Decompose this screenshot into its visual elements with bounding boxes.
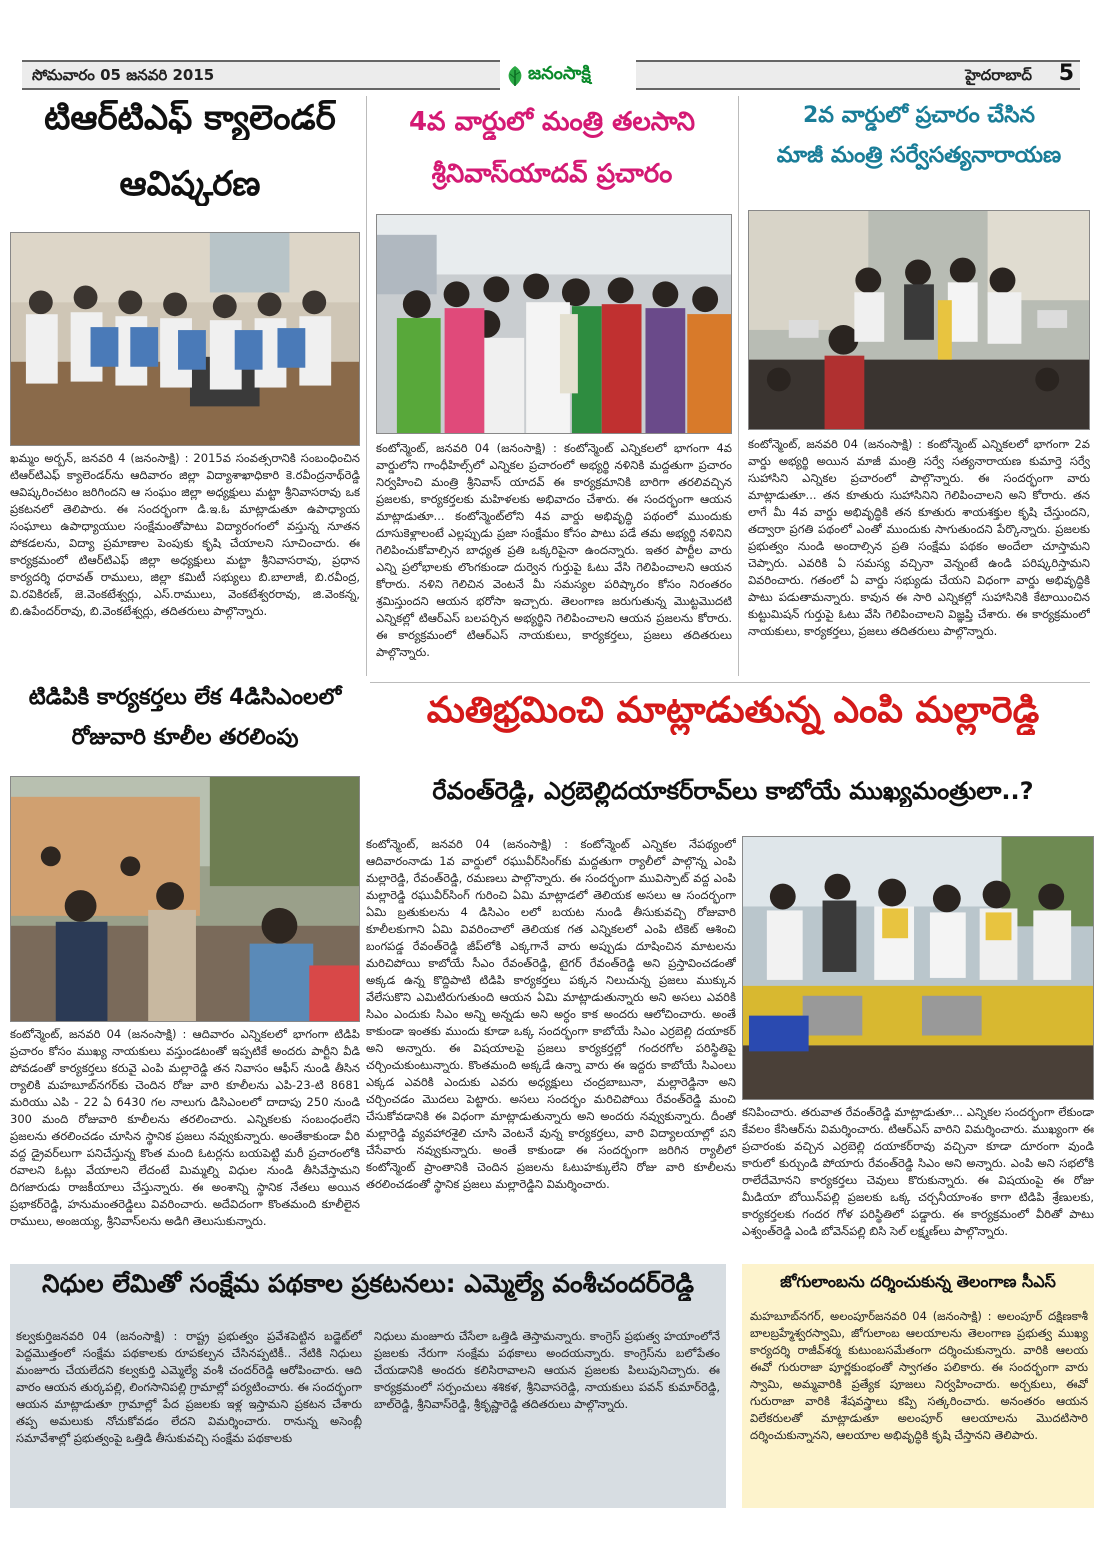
trtf-calendar-photo [10,232,360,446]
sarve-headline-line1: 2వ వార్డులో ప్రచారం చేసిన [803,103,1035,128]
trtf-body: ఖమ్మం అర్బన్, జనవరి 4 (జనంసాక్షి) : 2015వ సంవత్సరానికి సంబంధించిన టిఆర్‌టిఎఫ్ క్యాలెండర్‌ను ఆదివారం జిల్లా విద్యాశాఖాధికారి కె.రవీంద్రనాథ్‌రెడ్డి ఆవిష్కరించటం జరిగిందని ఆ సంఘం జిల్లా అధ్యక్షులు మట్టా శ్రీనివాసరావు ఒక ప్రకటనలో తెలిపారు. ఈ సందర్భంగా డి.ఇ.ఓ మాట్లాడుతూ ఉపాధ్యాయ సంఘాలు ఉపాధ్యాయుల సంక్షేమంతోపాటు విద్యారంగంలో వస్తున్న నూతన పోకడలను, విద్యా ప్రమాణాల పెంపుకు కృషి చేయాలని సూచించారు. ఈ కార్యక్రమంలో టిఆర్‌టిఎఫ్ జిల్లా అధ్యక్షులు మట్టా శ్రీనివాసరావు, ప్రధాన కార్యదర్శి ధరావత్ రాములు, జిల్లా కమిటీ సభ్యులు బి.బాలాజీ, బి.రవీంద్ర, వి.రవికిరణ్, జె.వెంకటేశ్వర్లు, ఎస్.రాములు, వెంకటేశ్వరరావు, జి.వెంకన్న, బి.ఉపేందర్‌రావు, బి.వెంకటేశ్వర్లు, తదితరులు పాల్గొన్నారు. [10,451,360,618]
talasani-campaign-photo [376,214,732,434]
edition-city: హైదరాబాద్ [965,66,1032,84]
tdp-headline-line2: రోజువారి కూలీల తరలింపు [71,725,299,750]
mallareddy-headline: మతిభ్రమించి మాట్లాడుతున్న ఎంపి మల్లారెడ్డి [426,690,1040,731]
tdp-headline-line1: టిడిపికి కార్యకర్తలు లేక 4డిసిఎంలలో [28,685,342,710]
jogulamba-headline: జోగులాంబను దర్శించుకున్న తెలంగాణ సీఎస్ [780,1272,1056,1291]
tdp-body: కంటోన్మెంట్, జనవరి 04 (జనంసాక్షి) : ఆదివారం ఎన్నికలలో భాగంగా టిడిపి ప్రచారం కోసం ముఖ్య నాయకులు వస్తుండటంతో ఇప్పటికే అందరు పార్టీని వీడి పోవడంతో కార్యకర్తలు కరువై ఎంపి మల్లారెడ్డి తన నివాసం ఆఫీస్ నుండి తీసిన ర్యాలికి మహబూబ్‌నగర్‌కు చెందిన రోజు వారి కూలీలను ఎపి-23-టి 8681 మరియు ఎపి - 22 ఏ 6430 గల నాలుగు డిసిఎంలలో దాదాపు 250 నుండి 300 మంది రోజువారి కూలీలను తరలించారు. ఎన్నికలకు సంబంధంలేని ప్రజలను తరలించడం చూసిన స్థానిక ప్రజలు నవ్వుకున్నారు. అంతేకాకుండా వీరి వద్ద డ్రైవర్‌లుగా పనిచేస్తున్న కొంత మంది ఓటర్లను బయపెట్టి మరీ ప్రచారంలోకి రవాలని ఓట్లు వేయాలని లేదంటే మిమ్మల్ని విధుల నుండి తీసివేస్తామని దిగజారుడు రాజకీయాలు చేస్తున్నారు. ఈ అంశాన్ని స్థానిక నేతలు అయిన ప్రభాకర్‌రెడ్డి, హనుమంతరెడ్డిలు వివరించారు. అదేవిదంగా కొంతమంది కూలీలైన రాములు, అంజయ్య, శ్రీనివాస్‌లను అడిగి తెలుసుకున్నారు. [10,1027,360,1228]
vamshichander-body-right: నిధులు మంజూరు చేసేలా ఒత్తిడి తెస్తామన్నారు. కాంగ్రెస్ ప్రభుత్వ హయాంలోనే ప్రజలకు నేరుగా సంక్షేమ పథకాలు అందయన్నారు. కాంగ్రెస్‌ను బలోపేతం చేయడానికి అందరు కలిసిరావాలని ఆయన ప్రజలకు పిలుపునిచ్చారు. ఈ కార్యక్రమంలో సర్పంచులు శశికళ, శ్రీనివాసరెడ్డి, నాయకులు పవన్ కుమార్‌రెడ్డి, బాల్‌రెడ్డి, శ్రీనివాస్‌రెడ్డి, శ్రీకృష్ణారెడ్డి తదితరులు పాల్గొన్నారు. [374,1329,720,1411]
mallareddy-body: కంటోన్మెంట్, జనవరి 04 (జనంసాక్షి) : కంటోన్మెంట్ ఎన్నికల నేపథ్యంలో ఆదివారంనాడు 1వ వార్డులో రఘువీర్‌సింగ్‌కు మద్దతుగా ర్యాలీలో పాల్గొన్న ఎంపి మల్లారెడ్డి, రేవంత్‌రెడ్డి, రమణలు పాల్గొన్నారు. ఈ సందర్భంగా మువిస్పాట్ వద్ద ఎంపి మల్లారెడ్డి రఘువీర్‌సింగ్ గురించి ఏమి మాట్లాడలో తెలియక అసలు ఆ సందర్భంగా ఏమి బ్రతుకులను 4 డిసిఎం లలో బయట నుండి తీసుకువచ్చి రోజువారి కూలీలకుగాని ఏమి వివరించాలో తెలియక గత ఎన్నికలలో ఎంపి టికెట్ ఆశించి బంగపడ్డ రేవంత్‌రెడ్డి జీప్‌లోకి ఎక్కగానే వారు అప్పుడు దూషించిన మాటలను మరిచిపోయి కాబోయే సీఎం రేవంత్‌రెడ్డి, టైగర్ రేవంత్‌రెడ్డి అని ప్రస్తావించడంతో అక్కడ ఉన్న కొద్దిపాటి టిడిపి కార్యకర్తలు పక్కన నిలుచున్న ప్రజలు ముక్కున వేలేసుకొని ఎమిటిరుగుతుంది ఆయన ఏమి మాట్లాడుతున్నారు అని అసలు ఎవరికి సిఎం ఎందుకు సిఎం అన్ని అన్నడు అని అర్ధం కాక అందరు ఆలోచించారు. అంతే కాకుండా ఇంతకు ముందు కూడా ఒక్క సందర్భంగా కాబోయే సిఎం ఎర్రబెల్లి దయాకర్ అని అన్నారు. ఈ విషయాలపై ప్రజలు కార్యకర్తల్లో గందరగోల పరిస్థితిపై చర్చించుకుంటున్నారు. కొంతమంది అక్కడే ఉన్నా వారు ఈ ఇద్దరు కాబోయే సిఎంలు ఎక్కడ ఎవరికి ఎందుకు ఎవరు అధ్యక్షులు చంద్రబాబునా, మల్లారెడ్డినా అని చర్చించడం మొదలు పెట్టారు. అసలు సందర్భం మరిచిపోయి రేవంత్‌రెడ్డి మంచి చేసుకోవడానికి ఈ విధంగా మాట్లాడుతున్నారు అని అందరు నవ్వుకున్నారు. దీంతో మల్లారెడ్డి వ్యవహారశైలి చూసి వెంటనే వున్న కార్యకర్తలు, వారి విద్యాలయాల్లో పని చేసేవారు నవ్వుకున్నారు. అంతే కాకుండా ఈ సందర్భంగా జరిగిన ర్యాలీలో కంటోన్మెంట్ ప్రాంతానికి చెందిన ప్రజలను ఓటుహక్కులేని రోజు వారి కూలీలను తరలించడంతో స్థానిక ప్రజలు మల్లారెడ్డిని విమర్శించారు. [366,837,736,1191]
talasani-headline-line2: శ్రీనివాస్‌యాదవ్ ప్రచారం [431,159,673,189]
vamshichander-body-left: కల్వకుర్తిజనవరి 04 (జనంసాక్షి) : రాష్ట్ర ప్రభుత్వం ప్రవేశపెట్టిన బడ్జెట్‌లో పెద్దమొత్తంలో సంక్షేమ పథకాలకు రూపకల్పన చేసినప్పటికీ.. నేటికి నిధులు మంజూరు చేయలేదని కల్వకుర్తి ఎమ్మెల్యే వంశీ చందర్‌రెడ్డి ఆరోపించారు. ఆది వారం ఆయన తుర్కపల్లి, లింగసానిపల్లి గ్రామాల్లో పర్యటించారు. ఈ సందర్భంగా ఆయన మాట్లాడుతూ గ్రామాల్లో పేద ప్రజలకు ఇళ్ల ఇస్తామని ప్రకటన చేశారు తప్ప అమలుకు నోచుకోవడం లేదని విమర్శించారు. రానున్న అసెంబ్లీ సమావేశాల్లో ప్రభుత్వంపై ఒత్తిడి తీసుకువచ్చి సంక్షేమ పథకాలకు [16,1329,362,1445]
column-divider [366,96,367,676]
page-number: 5 [1058,61,1074,86]
column-divider [738,96,739,676]
masthead [22,60,1080,90]
section-divider [370,682,1090,683]
sarve-headline-line2: మాజీ మంత్రి సర్వేసత్యనారాయణ [776,143,1062,168]
tdp-labourers-photo [10,776,360,1022]
newspaper-logo [500,58,636,96]
vamshichander-section [10,1264,726,1508]
trtf-headline-line2: ఆవిష్కరణ [119,164,261,204]
mallareddy-rally-photo [742,836,1094,1100]
leaf-icon [504,64,526,88]
logo-name: జనంసాక్షి [528,63,591,84]
sarve-body: కంటోన్మెంట్, జనవరి 04 (జనంసాక్షి) : కంటోన్మెంట్ ఎన్నికలలో భాగంగా 2వ వార్డు అభ్యర్థి అయిన మాజీ మంత్రి సర్వే సత్యనారాయణ కుమార్తె సర్వే సుహాసిని ఎన్నికల ప్రచారంలో పాల్గొన్నారు. ఈ సందర్భంగా వారు మాట్లాడుతూ... తన కూతురు సుహాసినిని గెలిపించాలని అని కోరారు. తన లాగే మీ 4వ వార్డు అభివృద్ధికి తన కూతురు శాయశక్తుల కృషి చేస్తుందని, తద్వారా ప్రగతి పథంలో ఎంతో ముందుకు సాగుతుందని పేర్కొన్నారు. ప్రజలకు ప్రభుత్వం నుండి అందాల్సిన ప్రతి సంక్షేమ పథకం అందేలా చూస్తామని చెప్పారు. ఎవరికి ఏ సమస్య వచ్చినా వెన్నంటే ఉండి పరిష్కరిస్తామని వివరించారు. గతంలో ఏ వార్డు సభ్యుడు చేయని విధంగా వార్డు అభివృద్ధికి పాటు పడుతామన్నారు. కావున ఈ సారి ఎన్నికల్లో సుహాసినికి కేటాయించిన కుట్టుమిషన్ గుర్తుపై ఓటు వేసి గెలిపించాలని విజ్ఞప్తి చేశారు. ఈ కార్యక్రమంలో నాయకులు, కార్యకర్తలు, ప్రజలు తదితరులు పాల్గొన్నారు. [748,437,1090,638]
jogulamba-body: మహబూబ్‌నగర్, అలంపూర్‌జనవరి 04 (జనంసాక్షి) : అలంపూర్ దక్షిణకాశీ బాలబ్రహ్మేశ్వరస్వామి, జోగులాంబ ఆలయాలను తెలంగాణ ప్రభుత్వ ముఖ్య కార్యదర్శి రాజీవ్‌శర్మ కుటుంబసమేతంగా దర్శించుకున్నారు. వారికి ఆలయ ఈవో గురురాజా పూర్ణకుంభంతో స్వాగతం పలికారు. ఈ సందర్భంగా వారు స్వామి, అమ్మవారికి ప్రత్యేక పూజలు నిర్వహించారు. అర్చకులు, ఈవో గురురాజా వారికి శేషవస్త్రాలు కప్పి సత్కరించారు. అనంతరం ఆయన విలేకరులతో మాట్లాడుతూ అలంపూర్ ఆలయాలను మొదటిసారి దర్శించుకున్నానని, ఆలయాల అభివృద్ధికి కృషి చేస్తానని తెలిపారు. [750,1309,1088,1442]
talasani-headline-line1: 4వ వార్డులో మంత్రి తలసాని [408,107,696,137]
talasani-body: కంటోన్మెంట్, జనవరి 04 (జనంసాక్షి) : కంటోన్మెంట్ ఎన్నికలలో భాగంగా 4వ వార్డులోని గాంధీహిల్స్‌లో ఎన్నికల ప్రచారంలో అభ్యర్థి నళినికి మద్దతుగా ప్రచారం నిర్వహించి మంత్రి శ్రీనివాస్ యాదవ్ ఈ కార్యక్రమానికి బారిగా తరలివచ్చిన ప్రజలకు, కార్యకర్తలకు మహిళలకు అభివాదం చేశారు. ఈ సందర్భంగా ఆయన మాట్లాడుతూ... కంటోన్మెంట్‌లోని 4వ వార్డు అభివృద్ధి పథంలో ముందుకు దూసుకెళ్లాలంటే ఎల్లప్పుడు ప్రజా సంక్షేమం కోసం పాటు పడే తమ అభ్యర్థి నళినిని గెలిపించుకోవాల్సిన బాధ్యత ప్రతి ఒక్కరిపైనా ఉందన్నారు. ఇతర పార్టీల వారు ఎన్ని ప్రలోభాలకు లొంగకుండా దుర్వెన గుర్తుపై ఓటు వేసి గెలిపించాలని ఆయన కోరారు. నళిని గెలిచిన వెంటనే మీ సమస్యల పరిష్కారం కోసం నిరంతరం శ్రమిస్తుందని ఆయన భరోసా ఇచ్చారు. తెలంగాణ జరుగుతున్న మొట్టమొదటి ఎన్నికల్లో టిఆర్‌ఎస్ బలపర్చిన అభ్యర్థిని గెలిపించాలని ఆయన ప్రజలను కోరారు. ఈ కార్యక్రమంలో టిఆర్‌ఎస్ నాయకులు, కార్యకర్తలు, ప్రజలు తదితరులు పాల్గొన్నారు. [376,441,732,659]
issue-date: సోమవారం 05 జనవరి 2015 [32,66,215,84]
mallareddy-body-right: కనిపించారు. తరువాత రేవంత్‌రెడ్డి మాట్లాడుతూ... ఎన్నికల సందర్భంగా లేకుండా కేవలం కేసిఆర్‌ను విమర్శించారు. టిఆర్‌ఎస్ వారిని విమర్శించారు. ముఖ్యంగా ఈ ప్రచారంకు వచ్చిన ఎర్రబెల్లి దయాకర్‌రావు వచ్చినా కూడా దూరంగా వుండి కారులో కుర్చుండి పోయారు రేవంత్‌రెడ్డి సిఎం అని అన్నారు. ఎంపి అని సభలోకి రాలేదేమోనని కార్యకర్తలు చెవులు కొరుకున్నారు. ఈ విషయంపై ఈ రోజు మీడియా బోయిన్‌పల్లి ప్రజలకు ఒక్క చర్చనీయాంశం కాగా టిడిపి శ్రేణులకు, కార్యకర్తలకు గందర గోళ పరిస్థితిలో పడ్డారు. ఈ కార్యక్రమంలో వీరితో పాటు ఎశ్వంత్‌రెడ్డి ఎండి బోవెన్‌పల్లి బిసి సెల్ లక్ష్మణ్‌లు పాల్గొన్నారు. [742,1105,1094,1238]
jogulamba-section [742,1264,1094,1508]
trtf-headline-line1: టిఆర్‌టిఎఫ్ క్యాలెండర్ [44,98,336,138]
sarve-campaign-photo [748,210,1090,430]
vamshichander-headline: నిధుల లేమితో సంక్షేమ పథకాల ప్రకటనలు: ఎమ్మెల్యే వంశీచందర్‌రెడ్డి [42,1269,694,1298]
mallareddy-subhead: రేవంత్‌రెడ్డి, ఎర్రబెల్లిదయాకర్‌రావ్‌లు కాబోయే ముఖ్యమంత్రులా..? [432,777,1034,805]
